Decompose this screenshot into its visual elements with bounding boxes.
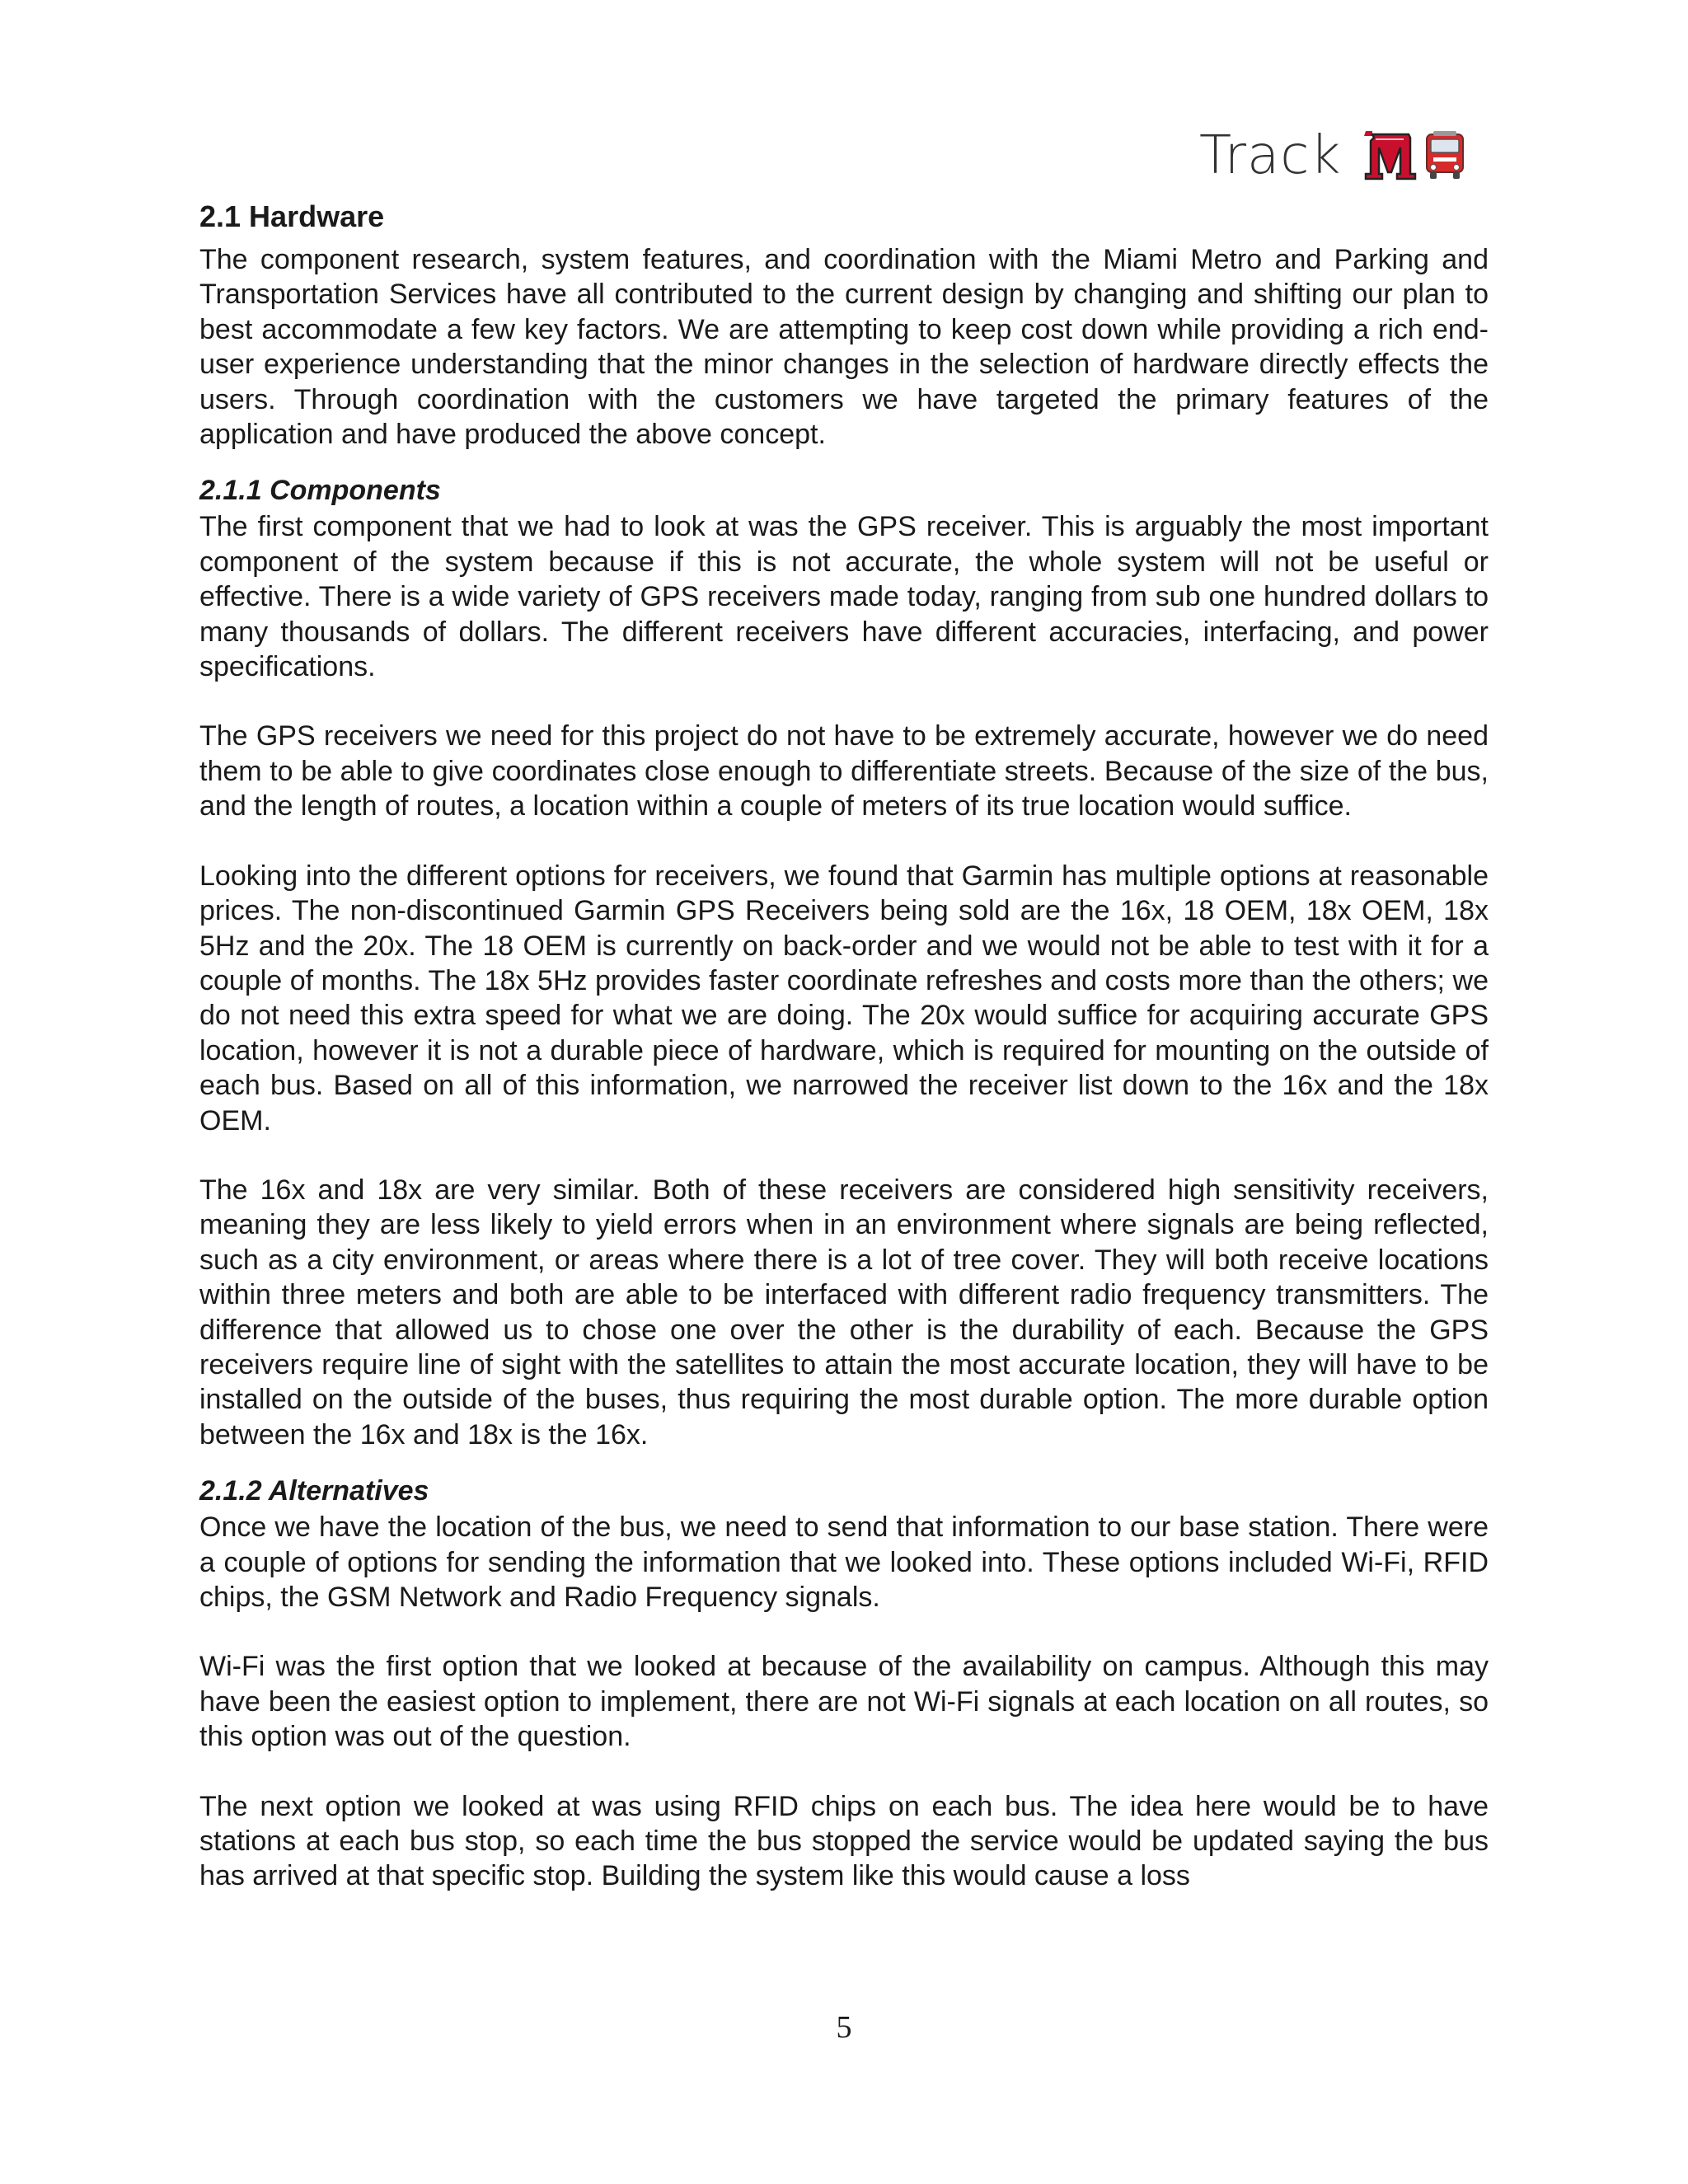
components-paragraph-4: The 16x and 18x are very similar. Both of these receivers are considered high sensitivity receivers, meaning they are less likely to yield errors when in an environment where signals are being reflected, such as a city environment, or areas where there is a lot of tree cover. They will both receive locations within three meters and both are able to be interfaced with different radio frequency transmitters. The difference that allowed us to chose one over the other is the durability of each. Because the GPS receivers require line of sight with the satellites to attain the most accurate location, they will have to be installed on the outside of the buses, thus requiring the most durable option. The more durable option between the 16x and 18x is the 16x.: [199, 1174, 1489, 1451]
bus-icon: [1422, 129, 1468, 180]
miami-m-logo-icon: [1361, 128, 1418, 182]
section-title: 2.1 Hardware: [199, 199, 385, 233]
section-intro-paragraph: The component research, system features, and coordination with the Miami Metro and Parking and Transportation Services have all contributed to the current design by changing and shifting our plan to best accommodate a few key factors. We are attempting to keep cost down while providing a rich end-user experience understanding that the minor changes in the selection of hardware directly effects the users. Through coordination with the customers we have targeted the primary features of the application and have produced the above concept.: [199, 244, 1489, 451]
alternatives-paragraph-2: Wi-Fi was the first option that we looked at because of the availability on campus. Although this may have been the easiest option to implement, there are not Wi-Fi signals at each location on all routes, so this option was out of the question.: [199, 1651, 1489, 1753]
logo-text: Track: [1199, 125, 1342, 186]
page-number: 5: [836, 2010, 852, 2045]
components-paragraph-3: Looking into the different options for receivers, we found that Garmin has multiple options at reasonable prices. The non-discontinued Garmin GPS Receivers being sold are the 16x, 18 OEM, 18x OEM, 18x 5Hz and the 20x. The 18 OEM is currently on back-order and we would not be able to test with it for a couple of months. The 18x 5Hz provides faster coordinate refreshes and costs more than the others; we do not need this extra speed for what we are doing. The 20x would suffice for acquiring accurate GPS location, however it is not a durable piece of hardware, which is required for mounting on the outside of each bus. Based on all of this information, we narrowed the receiver list down to the 16x and the 18x OEM.: [199, 860, 1489, 1137]
track-m-logo: [1199, 125, 1479, 194]
components-paragraph-1: The first component that we had to look at was the GPS receiver. This is arguably the most important component of the system because if this is not accurate, the whole system will not be useful or effective. There is a wide variety of GPS receivers made today, ranging from sub one hundred dollars to many thousands of dollars. The different receivers have different accuracies, interfacing, and power specifications.: [199, 511, 1489, 683]
components-subsection-title: 2.1.1 Components: [199, 475, 441, 507]
alternatives-paragraph-3: The next option we looked at was using RFID chips on each bus. The idea here would be to have stations at each bus stop, so each time the bus stopped the service would be updated saying the bus has arrived at that specific stop. Building the system like this would cause a loss: [199, 1790, 1489, 1892]
components-paragraph-2: The GPS receivers we need for this project do not have to be extremely accurate, however we do need them to be able to give coordinates close enough to differentiate streets. Because of the size of the bus, and the length of routes, a location within a couple of meters of its true location would suffice.: [199, 720, 1489, 823]
alternatives-subsection-title: 2.1.2 Alternatives: [199, 1475, 429, 1507]
document-body: [199, 198, 1489, 1894]
alternatives-paragraph-1: Once we have the location of the bus, we need to send that information to our base station. There were a couple of options for sending the information that we looked into. These options included Wi-Fi, RFID chips, the GSM Network and Radio Frequency signals.: [199, 1511, 1489, 1613]
